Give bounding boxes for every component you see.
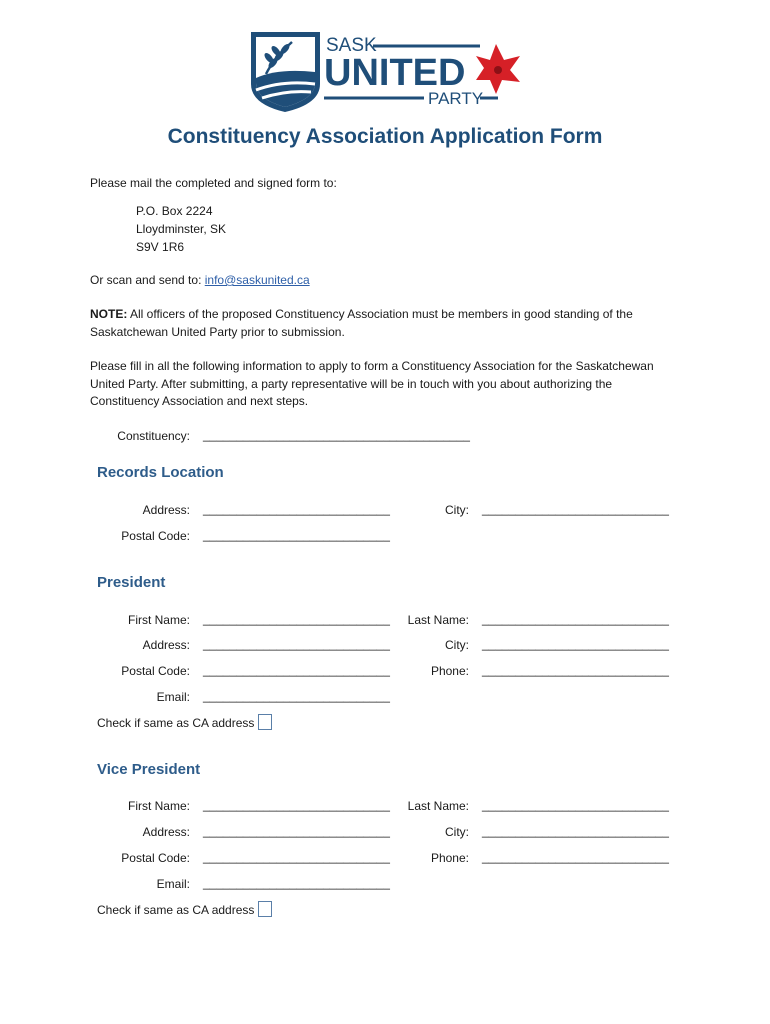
president-same-address-label: Check if same as CA address bbox=[97, 716, 255, 730]
records-city-label: City: bbox=[445, 503, 469, 517]
scan-instruction bbox=[90, 272, 310, 290]
vp-same-address-row bbox=[97, 903, 272, 917]
president-postal-label: Postal Code: bbox=[121, 664, 190, 678]
vp-same-address-label: Check if same as CA address bbox=[97, 903, 255, 917]
president-postal-field[interactable]: ____________________________ bbox=[203, 663, 390, 677]
vp-phone-field[interactable]: ____________________________ bbox=[482, 850, 669, 864]
constituency-label: Constituency: bbox=[117, 429, 190, 443]
records-city-field[interactable]: ____________________________ bbox=[482, 502, 669, 516]
president-last-field[interactable]: ____________________________ bbox=[482, 612, 669, 626]
mail-intro: Please mail the completed and signed form to: bbox=[90, 176, 337, 190]
svg-text:SASK: SASK bbox=[326, 35, 377, 56]
vp-postal-label: Postal Code: bbox=[121, 851, 190, 865]
email-link[interactable]: info@saskunited.ca bbox=[204, 273, 310, 287]
vp-first-label: First Name: bbox=[127, 799, 190, 813]
vp-last-field[interactable]: ____________________________ bbox=[482, 798, 669, 812]
address-line-1: P.O. Box 2224 bbox=[136, 204, 213, 218]
records-postal-field[interactable]: ____________________________ bbox=[203, 528, 390, 542]
address-line-2: Lloydminster, SK bbox=[136, 222, 227, 236]
svg-text:UNITED: UNITED bbox=[324, 52, 466, 94]
vp-postal-field[interactable]: ____________________________ bbox=[203, 850, 390, 864]
president-address-field[interactable]: ____________________________ bbox=[203, 637, 390, 651]
president-same-address-checkbox[interactable] bbox=[258, 714, 272, 730]
president-same-address-row bbox=[97, 716, 272, 730]
vp-city-field[interactable]: ____________________________ bbox=[482, 824, 669, 838]
president-phone-field[interactable]: ____________________________ bbox=[482, 663, 669, 677]
svg-text:PARTY: PARTY bbox=[428, 89, 484, 108]
vp-email-label: Email: bbox=[156, 877, 190, 891]
vp-address-label: Address: bbox=[142, 825, 190, 839]
instructions-paragraph: Please fill in all the following information to apply to form a Constituency Association for the Saskatchewan United Party. After submitting, a party representative will be in touch with you about authorizing the Constituency Association and next steps. bbox=[90, 359, 654, 408]
vp-last-label: Last Name: bbox=[407, 799, 469, 813]
note-label: NOTE: bbox=[90, 307, 128, 321]
constituency-field[interactable]: ________________________________________ bbox=[203, 428, 470, 442]
president-city-label: City: bbox=[445, 638, 469, 652]
president-phone-label: Phone: bbox=[430, 664, 469, 678]
vp-address-field[interactable]: ____________________________ bbox=[203, 824, 390, 838]
vp-same-address-checkbox[interactable] bbox=[258, 901, 272, 917]
note-text: All officers of the proposed Constituency Association must be members in good standing of the Saskatchewan United Party prior to submission. bbox=[90, 307, 633, 339]
vice-president-heading: Vice President bbox=[97, 761, 201, 778]
records-postal-label: Postal Code: bbox=[121, 529, 190, 543]
mail-address bbox=[136, 202, 226, 256]
vp-email-field[interactable]: ____________________________ bbox=[203, 876, 390, 890]
president-city-field[interactable]: ____________________________ bbox=[482, 637, 669, 651]
logo-graphic bbox=[248, 28, 523, 116]
president-email-label: Email: bbox=[156, 690, 190, 704]
records-address-label: Address: bbox=[142, 503, 190, 517]
president-address-label: Address: bbox=[142, 638, 190, 652]
records-location-heading: Records Location bbox=[97, 464, 224, 481]
form-title: Constituency Association Application Form bbox=[167, 125, 603, 148]
records-address-field[interactable]: ____________________________ bbox=[203, 502, 390, 516]
sask-united-logo bbox=[248, 28, 523, 116]
vp-city-label: City: bbox=[445, 825, 469, 839]
president-first-field[interactable]: ____________________________ bbox=[203, 612, 390, 626]
president-last-label: Last Name: bbox=[407, 613, 469, 627]
president-email-field[interactable]: ____________________________ bbox=[203, 689, 390, 703]
scan-text: Or scan and send to: bbox=[90, 273, 205, 287]
vp-first-field[interactable]: ____________________________ bbox=[203, 798, 390, 812]
address-line-3: S9V 1R6 bbox=[136, 240, 185, 254]
vp-phone-label: Phone: bbox=[430, 851, 469, 865]
president-first-label: First Name: bbox=[127, 613, 190, 627]
note-paragraph bbox=[90, 306, 670, 341]
president-heading: President bbox=[97, 574, 166, 591]
